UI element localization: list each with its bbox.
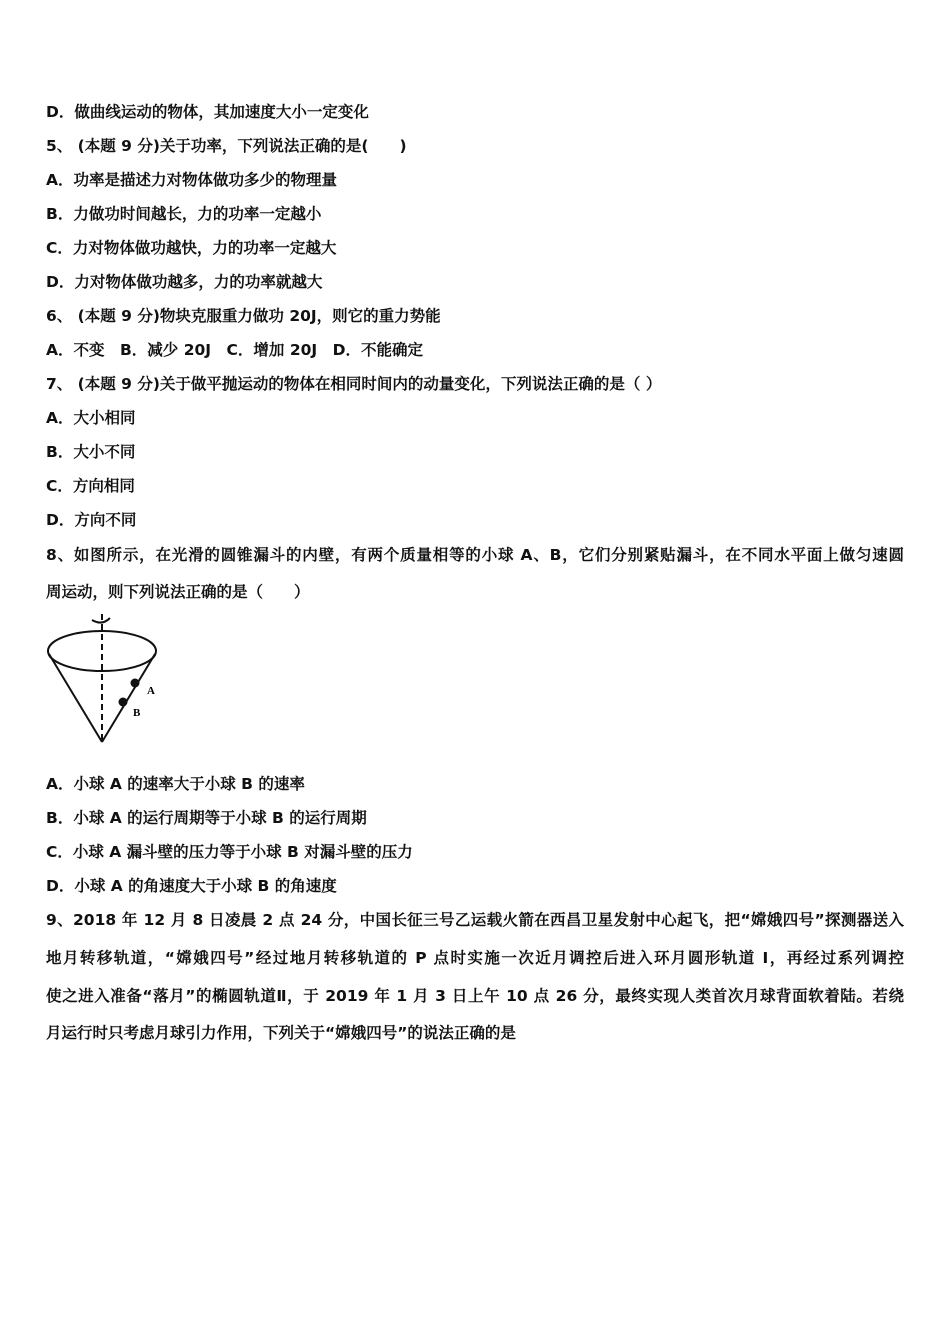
cone-funnel-figure: [44, 608, 174, 748]
q5-option-a: A．功率是描述力对物体做功多少的物理量: [46, 171, 337, 189]
q7-option-a: A．大小相同: [46, 409, 136, 427]
q9-stem-line4: 月运行时只考虑月球引力作用，下列关于“嫦娥四号”的说法正确的是: [46, 1024, 516, 1042]
q8-option-d: D．小球 A 的角速度大于小球 B 的角速度: [46, 877, 337, 895]
q8-option-b: B．小球 A 的运行周期等于小球 B 的运行周期: [46, 809, 367, 827]
q8-option-c: C．小球 A 漏斗壁的压力等于小球 B 对漏斗壁的压力: [46, 843, 413, 861]
q8-stem-line1: 8、如图所示，在光滑的圆锥漏斗的内壁，有两个质量相等的小球 A、B，它们分别紧贴漏斗，在不同水平面上做匀速圆: [46, 546, 904, 564]
q7-stem: 7、 (本题 9 分)关于做平抛运动的物体在相同时间内的动量变化，下列说法正确的是（ ）: [46, 375, 662, 393]
q6-stem: 6、 (本题 9 分)物块克服重力做功 20J，则它的重力势能: [46, 307, 441, 325]
q8-option-a: A．小球 A 的速率大于小球 B 的速率: [46, 775, 305, 793]
q5-stem: 5、 (本题 9 分)关于功率，下列说法正确的是( ): [46, 137, 407, 155]
label-a: A: [147, 685, 155, 697]
q9-stem-line2: 地月转移轨道，“嫦娥四号”经过地月转移轨道的 P 点时实施一次近月调控后进入环月圆形轨道 I，再经过系列调控: [46, 949, 904, 967]
label-b: B: [133, 707, 141, 719]
ball-a: [131, 679, 140, 688]
ball-b: [119, 698, 128, 707]
q5-option-c: C．力对物体做功越快，力的功率一定越大: [46, 239, 337, 257]
q7-option-c: C．方向相同: [46, 477, 135, 495]
q9-stem-line3: 使之进入准备“落月”的椭圆轨道Ⅱ，于 2019 年 1 月 3 日上午 10 点 26 分，最终实现人类首次月球背面软着陆。若绕: [46, 987, 904, 1005]
q8-stem-line2: 周运动，则下列说法正确的是（ ）: [46, 583, 310, 601]
q5-option-b: B．力做功时间越长，力的功率一定越小: [46, 205, 322, 223]
q7-option-d: D．方向不同: [46, 511, 137, 529]
q4-option-d: D．做曲线运动的物体，其加速度大小一定变化: [46, 103, 369, 121]
q9-stem-line1: 9、2018 年 12 月 8 日凌晨 2 点 24 分，中国长征三号乙运载火箭在西昌卫星发射中心起飞，把“嫦娥四号”探测器送入: [46, 911, 904, 929]
q6-options: A．不变 B．减少 20J C．增加 20J D．不能确定: [46, 341, 424, 359]
q7-option-b: B．大小不同: [46, 443, 136, 461]
q5-option-d: D．力对物体做功越多，力的功率就越大: [46, 273, 323, 291]
